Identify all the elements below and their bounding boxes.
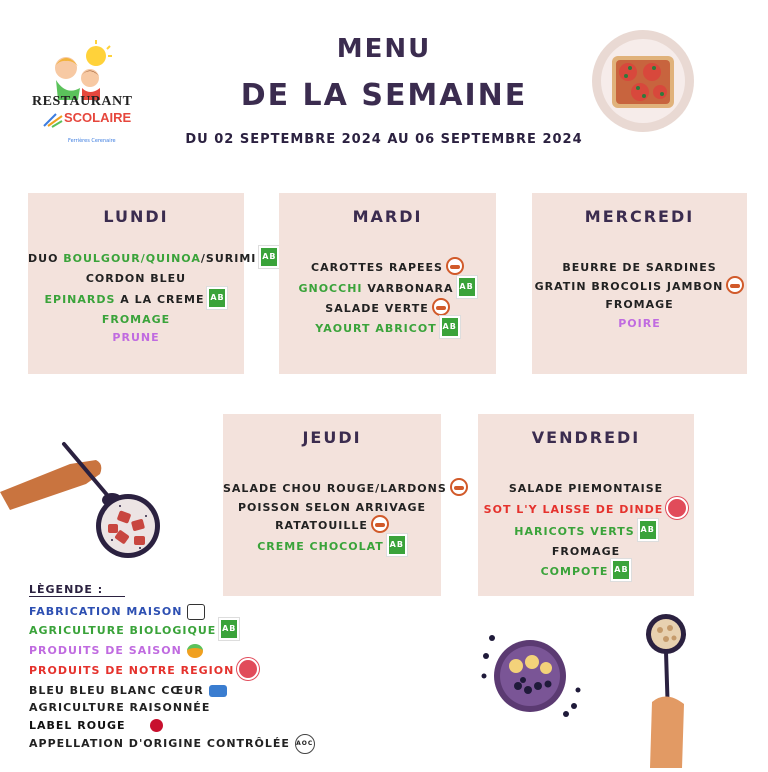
homemade-icon bbox=[450, 478, 468, 496]
menu-item-vendredi-4: FROMAGE bbox=[551, 544, 621, 558]
menu-item-text-region: SOT L'Y LAISSE DE DINDE bbox=[483, 502, 664, 516]
legend-label: PRODUITS DE SAISON bbox=[29, 644, 182, 658]
homemade-icon bbox=[446, 257, 464, 275]
legend-label: AGRICULTURE RAISONNÉE bbox=[29, 701, 211, 715]
menu-item-text: SALADE CHOU ROUGE/LARDONS bbox=[223, 482, 447, 495]
menu-item-text-bio: EPINARDS bbox=[44, 292, 116, 306]
menu-item-text: CAROTTES RAPEES bbox=[311, 261, 443, 274]
menu-item-text: /SURIMI bbox=[200, 252, 257, 265]
spoon-bowl-illustration bbox=[0, 440, 170, 560]
legend-item-produits-de-saison bbox=[29, 642, 315, 659]
menu-item-text: VARBONARA bbox=[362, 281, 454, 295]
menu-item-mercredi-4: POIRE bbox=[618, 316, 661, 330]
menu-item-mercredi-1: BEURRE DE SARDINES bbox=[562, 261, 717, 274]
page-title-line2: DE LA SEMAINE bbox=[240, 78, 528, 113]
menu-list-jeudi bbox=[223, 480, 447, 558]
menu-list-lundi bbox=[28, 248, 277, 348]
legend-item-label-rouge bbox=[29, 717, 315, 734]
menu-item-lundi-1 bbox=[28, 248, 277, 270]
logo-subtext: Ferrières Cerenaire bbox=[68, 138, 116, 144]
day-title-lundi: LUNDI bbox=[103, 207, 169, 226]
page-title-line1: MENU bbox=[336, 34, 432, 64]
menu-list-mercredi bbox=[532, 259, 747, 333]
day-card-mercredi bbox=[532, 193, 747, 374]
logo-cutlery-icon bbox=[42, 112, 64, 128]
legend-title: LÈGENDE : bbox=[29, 583, 125, 597]
menu-list-mardi bbox=[279, 259, 496, 340]
hand-fork-illustration bbox=[630, 612, 700, 768]
menu-item-vendredi-3 bbox=[478, 521, 694, 543]
menu-item-text: DUO bbox=[28, 252, 64, 265]
homemade-icon bbox=[371, 515, 389, 533]
menu-item-jeudi-4 bbox=[223, 536, 441, 558]
region-label-icon bbox=[666, 497, 688, 519]
label-rouge-icon bbox=[150, 719, 163, 732]
date-range: DU 02 SEPTEMBRE 2024 AU 06 SEPTEMBRE 2024 bbox=[185, 132, 583, 147]
bio-label-icon: AB bbox=[259, 246, 279, 268]
menu-item-mercredi-2 bbox=[532, 278, 747, 297]
logo-line-scolaire: SCOLAIRE bbox=[64, 110, 132, 125]
menu-item-lundi-4: FROMAGE bbox=[101, 312, 171, 326]
day-card-lundi bbox=[28, 193, 277, 374]
legend-item-fabrication-maison bbox=[29, 603, 315, 620]
season-icon bbox=[187, 644, 203, 658]
menu-item-jeudi-3 bbox=[223, 517, 441, 536]
aoc-icon: AOC bbox=[295, 734, 315, 754]
menu-item-vendredi-5 bbox=[478, 561, 694, 583]
legend-label: APPELLATION D'ORIGINE CONTRÔLÉE bbox=[29, 737, 290, 751]
logo-line-restaurant: RESTAURANT bbox=[32, 94, 133, 109]
homemade-icon bbox=[187, 604, 205, 620]
menu-item-text: A LA CREME bbox=[115, 292, 205, 306]
menu-item-text-bio: HARICOTS VERTS bbox=[514, 524, 635, 538]
bio-label-icon: AB bbox=[457, 276, 477, 298]
day-title-mercredi: MERCREDI bbox=[584, 207, 695, 226]
legend-label: PRODUITS DE NOTRE REGION bbox=[29, 663, 235, 677]
day-title-mardi: MARDI bbox=[352, 207, 423, 226]
bio-label-icon: AB bbox=[611, 559, 631, 581]
legend-item-agriculture-raisonnee bbox=[29, 699, 315, 716]
day-card-mardi bbox=[279, 193, 496, 374]
menu-item-mercredi-3: FROMAGE bbox=[605, 298, 674, 311]
bio-label-icon: AB bbox=[219, 618, 239, 640]
bio-label-icon: AB bbox=[638, 519, 658, 541]
menu-item-lundi-3 bbox=[28, 289, 244, 311]
toast-plate-illustration bbox=[590, 28, 696, 134]
legend-item-bleu-blanc-coeur bbox=[29, 682, 315, 699]
menu-item-text: SALADE VERTE bbox=[325, 301, 429, 315]
bio-label-icon: AB bbox=[387, 534, 407, 556]
homemade-icon bbox=[726, 276, 744, 294]
bio-label-icon: AB bbox=[440, 316, 460, 338]
legend-label: AGRICULTURE BIOLOGIQUE bbox=[29, 624, 217, 638]
day-card-vendredi bbox=[478, 414, 694, 596]
menu-item-jeudi-2: POISSON SELON ARRIVAGE bbox=[237, 500, 427, 514]
region-label-icon bbox=[237, 658, 259, 680]
legend bbox=[29, 578, 315, 754]
legend-label: FABRICATION MAISON bbox=[29, 605, 183, 618]
menu-item-text-bio: YAOURT ABRICOT bbox=[315, 322, 437, 335]
menu-item-text-bio: CREME CHOCOLAT bbox=[257, 539, 384, 553]
menu-item-text: RATATOUILLE bbox=[275, 519, 368, 532]
day-title-vendredi: VENDREDI bbox=[531, 428, 641, 447]
menu-list-vendredi bbox=[478, 480, 694, 583]
menu-item-mardi-3 bbox=[279, 300, 496, 319]
berry-bowl-illustration bbox=[478, 626, 588, 726]
menu-item-jeudi-1 bbox=[223, 480, 447, 499]
homemade-icon bbox=[432, 298, 450, 316]
bleu-blanc-coeur-icon bbox=[209, 685, 227, 697]
menu-item-text: GRATIN BROCOLIS JAMBON bbox=[534, 279, 724, 293]
legend-item-agriculture-biologique bbox=[29, 620, 315, 642]
legend-item-produits-de-notre-region bbox=[29, 660, 315, 682]
bio-label-icon: AB bbox=[207, 287, 227, 309]
menu-item-lundi-2: CORDON BLEU bbox=[85, 272, 187, 285]
menu-item-vendredi-2 bbox=[478, 499, 694, 521]
menu-item-mardi-2 bbox=[279, 278, 496, 300]
menu-item-text-bio: BOULGOUR/QUINOA bbox=[63, 252, 201, 265]
menu-item-mardi-4 bbox=[279, 318, 496, 340]
menu-item-text-bio: GNOCCHI bbox=[298, 281, 363, 295]
menu-item-lundi-5: PRUNE bbox=[112, 331, 160, 344]
menu-item-text-bio: COMPOTE bbox=[540, 565, 609, 578]
day-title-jeudi: JEUDI bbox=[302, 428, 362, 447]
legend-label: LABEL ROUGE bbox=[29, 718, 126, 732]
legend-item-aoc bbox=[29, 734, 315, 754]
menu-item-vendredi-1: SALADE PIEMONTAISE bbox=[508, 482, 664, 495]
day-card-jeudi bbox=[223, 414, 447, 596]
legend-label: BLEU BLEU BLANC CŒUR bbox=[29, 683, 204, 697]
